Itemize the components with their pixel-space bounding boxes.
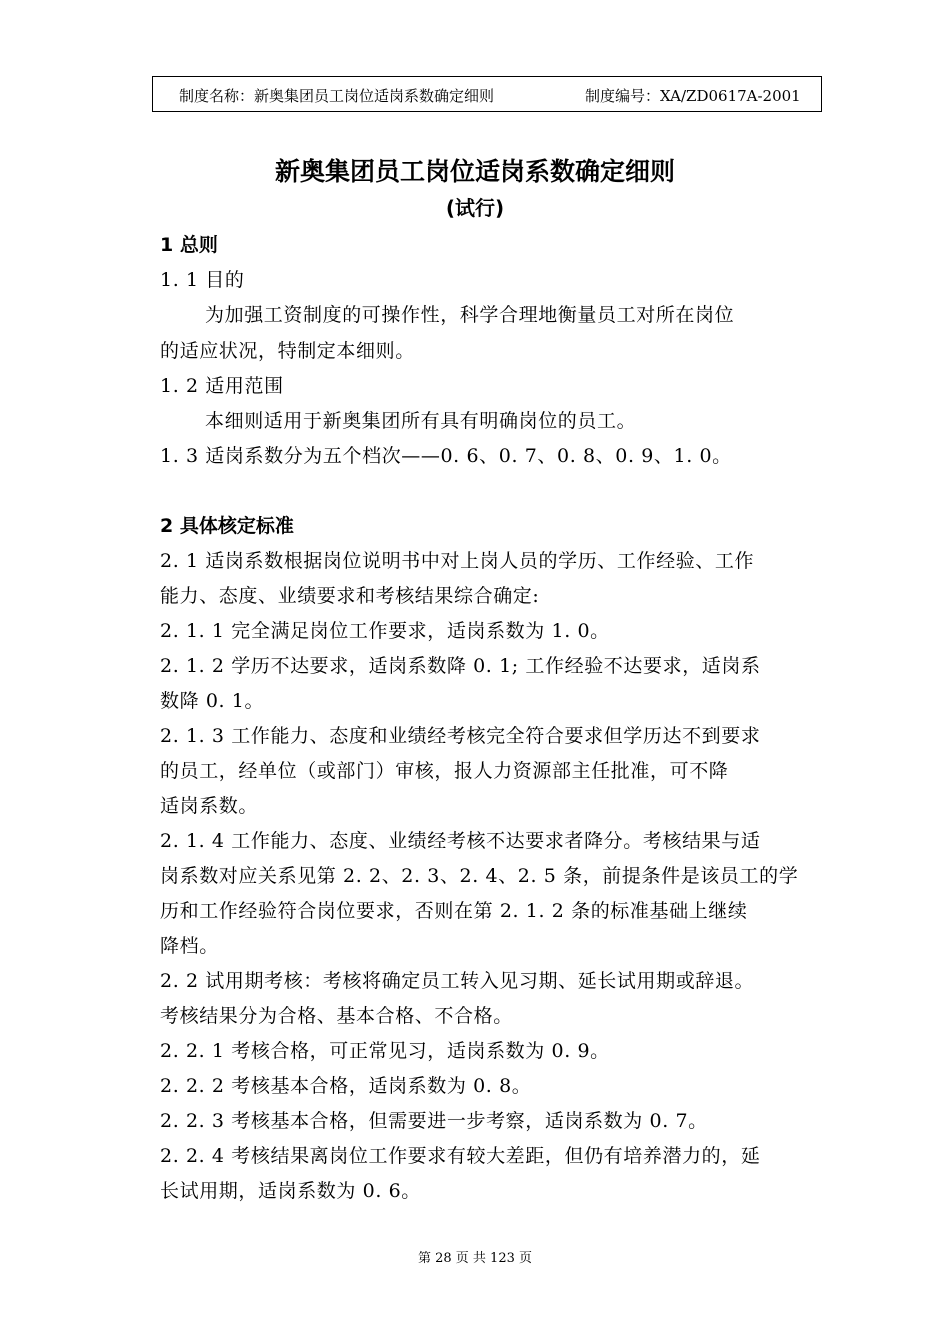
text-line: 适岗系数。 [160, 795, 259, 817]
text-line: 历和工作经验符合岗位要求，否则在第 2. 1. 2 条的标准基础上继续 [160, 900, 748, 922]
text-line: 1. 1 目的 [160, 269, 245, 291]
text-line: 能力、态度、业绩要求和考核结果综合确定: [160, 585, 540, 607]
text-line: 2. 2. 4 考核结果离岗位工作要求有较大差距，但仍有培养潜力的，延 [160, 1145, 761, 1167]
regulation-code: 制度编号：XA/ZD0617A-2001 [585, 87, 801, 105]
text-line: 2. 2. 2 考核基本合格，适岗系数为 0. 8。 [160, 1075, 532, 1097]
text-line: 的适应状况，特制定本细则。 [160, 340, 415, 362]
text-line: 1. 2 适用范围 [160, 375, 284, 397]
text-line: 2. 2. 1 考核合格，可正常见习，适岗系数为 0. 9。 [160, 1040, 610, 1062]
text-line: 为加强工资制度的可操作性，科学合理地衡量员工对所在岗位 [205, 304, 735, 326]
text-line: 2. 1 适岗系数根据岗位说明书中对上岗人员的学历、工作经验、工作 [160, 550, 755, 572]
section-heading-1: 1 总则 [160, 234, 218, 256]
page-number: 第 28 页 共 123 页 [417, 1251, 533, 1266]
text-line: 2. 1. 2 学历不达要求，适岗系数降 0. 1; 工作经验不达要求，适岗系 [160, 655, 761, 677]
text-line: 2. 1. 4 工作能力、态度、业绩经考核不达要求者降分。考核结果与适 [160, 830, 761, 852]
text-line: 长试用期，适岗系数为 0. 6。 [160, 1180, 421, 1202]
text-line: 的员工，经单位（或部门）审核，报人力资源部主任批准，可不降 [160, 760, 729, 782]
regulation-name: 制度名称：新奥集团员工岗位适岗系数确定细则 [179, 87, 495, 105]
document-header [152, 76, 822, 112]
text-line: 2. 1. 1 完全满足岗位工作要求，适岗系数为 1. 0。 [160, 620, 610, 642]
text-line: 降档。 [160, 935, 219, 957]
text-line: 2. 2 试用期考核：考核将确定员工转入见习期、延长试用期或辞退。 [160, 970, 755, 992]
text-line: 考核结果分为合格、基本合格、不合格。 [160, 1005, 513, 1027]
text-line: 岗系数对应关系见第 2. 2、2. 3、2. 4、2. 5 条，前提条件是该员工的学 [160, 865, 799, 887]
text-line: 本细则适用于新奥集团所有具有明确岗位的员工。 [205, 410, 637, 432]
document-subtitle: (试行) [445, 196, 505, 220]
text-line: 2. 1. 3 工作能力、态度和业绩经考核完全符合要求但学历达不到要求 [160, 725, 761, 747]
document-title: 新奥集团员工岗位适岗系数确定细则 [274, 157, 675, 186]
text-line: 2. 2. 3 考核基本合格，但需要进一步考察，适岗系数为 0. 7。 [160, 1110, 708, 1132]
text-line: 数降 0. 1。 [160, 690, 265, 712]
text-line: 1. 3 适岗系数分为五个档次——0. 6、0. 7、0. 8、0. 9、1. 0。 [160, 445, 732, 467]
section-heading-2: 2 具体核定标准 [160, 515, 294, 537]
